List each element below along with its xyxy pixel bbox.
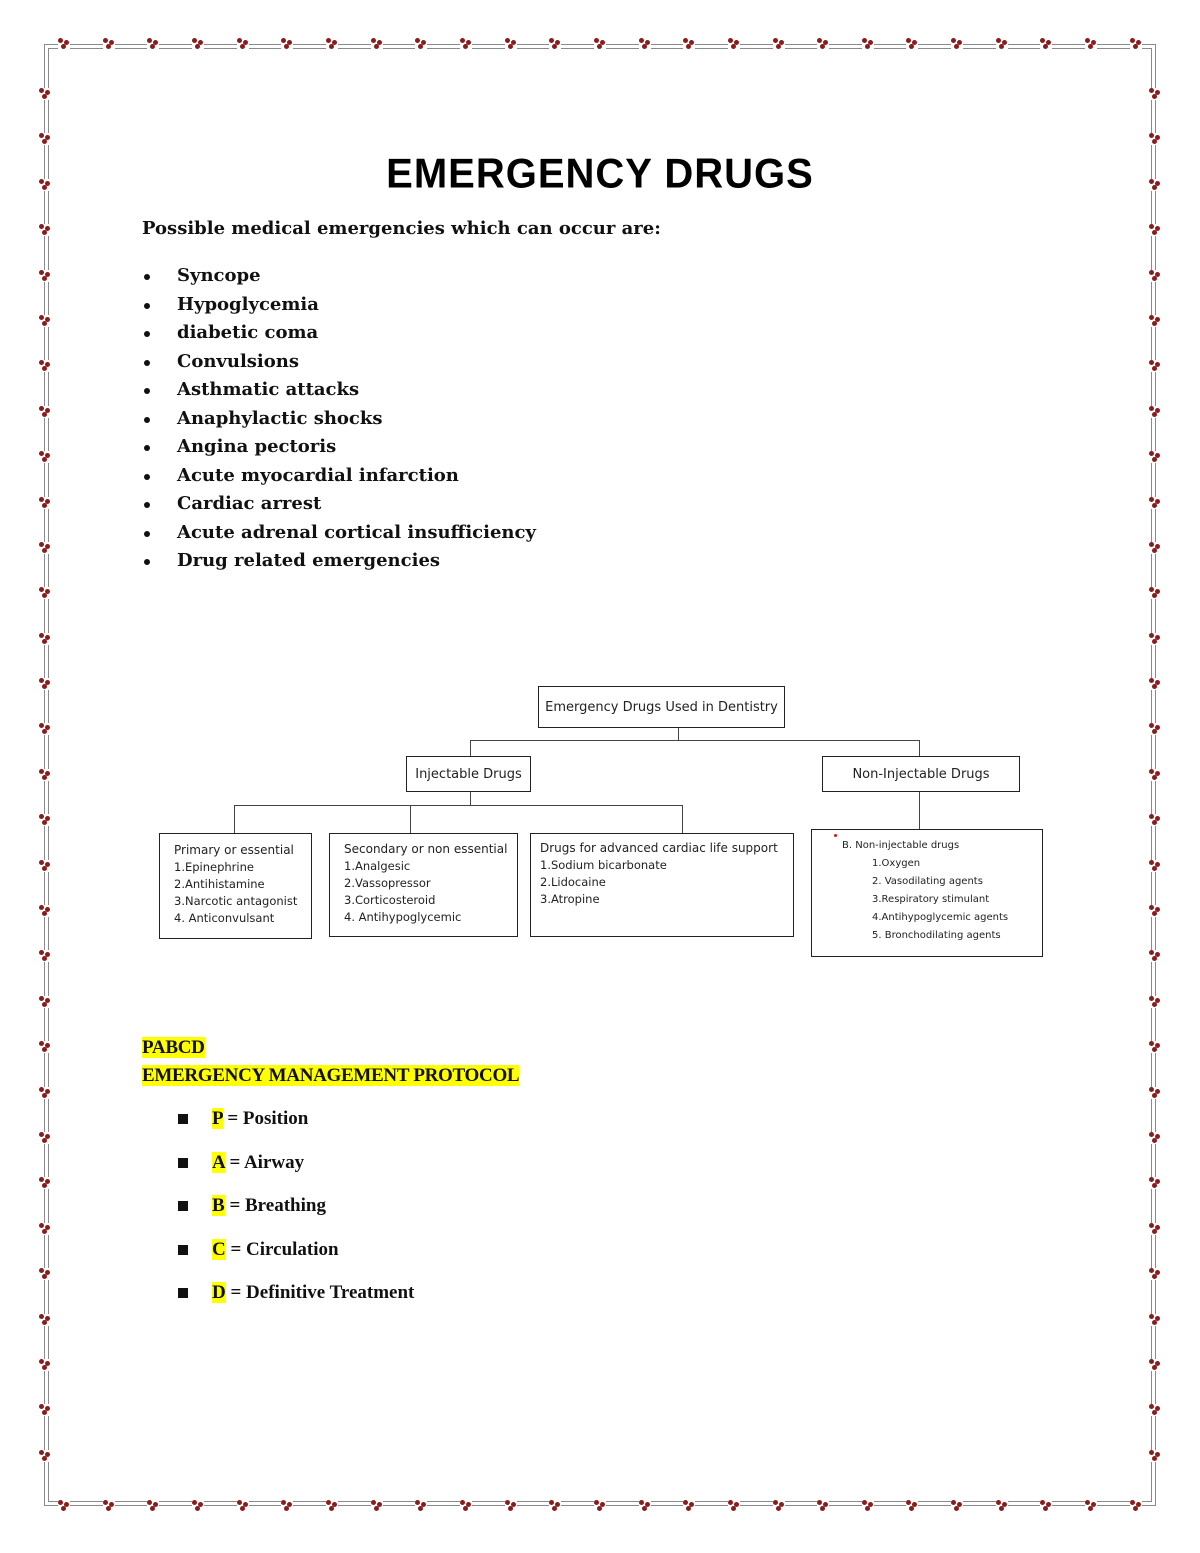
list-item: Syncope — [140, 262, 536, 291]
border-ornament — [415, 38, 427, 50]
list-item — [176, 1104, 414, 1148]
border-ornament — [147, 38, 159, 50]
border-ornament — [39, 723, 51, 735]
list-item: diabetic coma — [140, 319, 536, 348]
border-ornament — [39, 1132, 51, 1144]
border-ornament — [1149, 678, 1161, 690]
border-ornament — [1149, 1268, 1161, 1280]
border-ornament — [996, 1500, 1008, 1512]
border-ornament — [862, 38, 874, 50]
page-title: EMERGENCY DRUGS — [386, 150, 814, 198]
step-letter: A — [212, 1151, 225, 1173]
emergency-conditions-list — [140, 262, 536, 576]
list-item: Acute adrenal cortical insufficiency — [140, 519, 536, 548]
border-ornament — [1149, 497, 1161, 509]
box-line: 1.Sodium bicarbonate — [540, 858, 667, 872]
list-item: Drug related emergencies — [140, 547, 536, 576]
border-ornament — [39, 315, 51, 327]
border-ornament — [1149, 905, 1161, 917]
box-line: 3.Respiratory stimulant — [872, 894, 990, 905]
primary-drugs-box — [159, 833, 312, 939]
border-ornament — [326, 38, 338, 50]
border-ornament — [58, 1500, 70, 1512]
injectable-drugs-box: Injectable Drugs — [406, 756, 531, 792]
list-item: Asthmatic attacks — [140, 376, 536, 405]
border-ornament — [951, 38, 963, 50]
border-ornament — [1149, 88, 1161, 100]
border-ornament-right — [1149, 88, 1161, 1462]
box-line: 4. Anticonvulsant — [174, 911, 275, 925]
border-ornament — [1149, 996, 1161, 1008]
list-item: Angina pectoris — [140, 433, 536, 462]
border-ornament — [39, 451, 51, 463]
border-ornament-top — [58, 38, 1142, 50]
border-ornament — [39, 1177, 51, 1189]
box-header: Primary or essential — [174, 843, 294, 857]
list-item: Convulsions — [140, 348, 536, 377]
border-ornament — [1149, 769, 1161, 781]
border-ornament — [1149, 1132, 1161, 1144]
border-ornament — [683, 38, 695, 50]
border-ornament — [281, 38, 293, 50]
border-ornament — [192, 1500, 204, 1512]
border-ornament — [1149, 814, 1161, 826]
list-item — [176, 1278, 414, 1322]
border-ornament — [1085, 1500, 1097, 1512]
step-text: = Definitive Treatment — [225, 1282, 415, 1303]
border-ornament — [39, 1450, 51, 1462]
border-ornament — [460, 38, 472, 50]
border-ornament — [1130, 38, 1142, 50]
border-ornament — [39, 633, 51, 645]
secondary-drugs-box — [329, 833, 518, 937]
border-ornament — [39, 133, 51, 145]
box-line: 2. Vasodilating agents — [872, 876, 983, 887]
border-ornament — [39, 1314, 51, 1326]
border-ornament — [39, 270, 51, 282]
border-ornament — [1040, 1500, 1052, 1512]
list-item: Acute myocardial infarction — [140, 462, 536, 491]
border-ornament — [39, 1223, 51, 1235]
border-ornament — [996, 38, 1008, 50]
border-ornament — [1149, 1450, 1161, 1462]
step-text: = Breathing — [224, 1195, 326, 1216]
list-item: Hypoglycemia — [140, 291, 536, 320]
border-ornament — [58, 38, 70, 50]
step-letter: C — [212, 1238, 226, 1260]
border-ornament — [1149, 633, 1161, 645]
border-ornament — [505, 38, 517, 50]
border-ornament — [594, 1500, 606, 1512]
box-line: 3.Corticosteroid — [344, 893, 436, 907]
protocol-code-text: PABCD — [142, 1037, 205, 1058]
border-ornament — [1149, 315, 1161, 327]
border-ornament — [1149, 723, 1161, 735]
box-line: 1.Analgesic — [344, 859, 411, 873]
border-ornament — [281, 1500, 293, 1512]
border-ornament — [1149, 950, 1161, 962]
border-ornament — [460, 1500, 472, 1512]
border-ornament — [1040, 38, 1052, 50]
border-ornament — [1149, 1404, 1161, 1416]
border-ornament — [1149, 1041, 1161, 1053]
border-ornament — [1149, 224, 1161, 236]
border-ornament — [639, 1500, 651, 1512]
border-ornament — [1149, 451, 1161, 463]
border-ornament — [39, 769, 51, 781]
intro-text: Possible medical emergencies which can occur are: — [142, 218, 661, 239]
border-ornament-left — [39, 88, 51, 1462]
box-line: 1.Oxygen — [872, 858, 921, 869]
border-ornament — [1149, 587, 1161, 599]
border-ornament — [773, 1500, 785, 1512]
step-letter: B — [212, 1195, 225, 1216]
protocol-code — [142, 1037, 205, 1059]
box-line: 4.Antihypoglycemic agents — [872, 912, 1009, 923]
border-ornament — [39, 542, 51, 554]
border-ornament — [1149, 542, 1161, 554]
border-ornament — [594, 38, 606, 50]
border-ornament — [505, 1500, 517, 1512]
border-ornament — [683, 1500, 695, 1512]
border-ornament — [1149, 360, 1161, 372]
border-ornament — [371, 38, 383, 50]
box-header: Drugs for advanced cardiac life support — [540, 841, 778, 855]
step-text: = Circulation — [225, 1238, 339, 1260]
border-ornament — [103, 1500, 115, 1512]
box-header: B. Non-injectable drugs — [842, 840, 960, 851]
list-item: Anaphylactic shocks — [140, 405, 536, 434]
box-line: 2.Lidocaine — [540, 875, 606, 889]
border-ornament — [1149, 406, 1161, 418]
list-item — [176, 1235, 414, 1279]
border-ornament — [39, 860, 51, 872]
border-ornament — [39, 497, 51, 509]
protocol-steps-list — [176, 1104, 414, 1322]
list-item — [176, 1191, 414, 1235]
border-ornament — [951, 1500, 963, 1512]
border-ornament — [147, 1500, 159, 1512]
box-line: 3.Narcotic antagonist — [174, 894, 298, 908]
protocol-title-text: EMERGENCY MANAGEMENT PROTOCOL — [142, 1065, 520, 1086]
border-ornament — [39, 1041, 51, 1053]
border-ornament — [906, 1500, 918, 1512]
border-ornament — [237, 38, 249, 50]
border-ornament-bottom — [58, 1500, 1142, 1512]
border-ornament — [773, 38, 785, 50]
border-ornament — [1149, 1223, 1161, 1235]
list-item — [176, 1148, 414, 1192]
border-ornament — [549, 1500, 561, 1512]
border-ornament — [39, 360, 51, 372]
border-ornament — [1149, 1087, 1161, 1099]
non-injectable-drugs-box: Non-Injectable Drugs — [822, 756, 1020, 792]
border-ornament — [1149, 1177, 1161, 1189]
border-ornament — [1149, 1314, 1161, 1326]
border-ornament — [549, 38, 561, 50]
border-ornament — [728, 1500, 740, 1512]
border-ornament — [862, 1500, 874, 1512]
border-ornament — [192, 38, 204, 50]
border-ornament — [237, 1500, 249, 1512]
step-text: = Airway — [224, 1151, 305, 1173]
border-ornament — [103, 38, 115, 50]
acls-drugs-box — [530, 833, 794, 937]
border-ornament — [39, 678, 51, 690]
step-letter: D — [212, 1282, 226, 1303]
border-ornament — [728, 38, 740, 50]
step-letter: P — [212, 1108, 223, 1129]
border-ornament — [39, 1268, 51, 1280]
border-ornament — [39, 814, 51, 826]
box-line: 4. Antihypoglycemic — [344, 910, 462, 924]
border-ornament — [39, 996, 51, 1008]
border-ornament — [39, 587, 51, 599]
border-ornament — [1149, 270, 1161, 282]
box-line: 1.Epinephrine — [174, 860, 254, 874]
border-ornament — [39, 905, 51, 917]
box-line: 2.Antihistamine — [174, 877, 265, 891]
border-ornament — [39, 406, 51, 418]
border-ornament — [906, 38, 918, 50]
border-ornament — [817, 38, 829, 50]
border-ornament — [1130, 1500, 1142, 1512]
border-ornament — [415, 1500, 427, 1512]
diagram-root-box: Emergency Drugs Used in Dentistry — [538, 686, 785, 728]
non-injectable-list-box — [811, 829, 1043, 957]
list-item: Cardiac arrest — [140, 490, 536, 519]
border-ornament — [39, 950, 51, 962]
box-header: Secondary or non essential — [344, 842, 508, 856]
box-line: 3.Atropine — [540, 892, 600, 906]
border-ornament — [1149, 1359, 1161, 1371]
border-ornament — [39, 88, 51, 100]
border-ornament — [39, 1404, 51, 1416]
border-ornament — [371, 1500, 383, 1512]
border-ornament — [1085, 38, 1097, 50]
border-ornament — [1149, 133, 1161, 145]
box-line: 5. Bronchodilating agents — [872, 930, 1001, 941]
border-ornament — [1149, 860, 1161, 872]
border-ornament — [39, 1087, 51, 1099]
step-text: = Position — [222, 1108, 309, 1129]
border-ornament — [817, 1500, 829, 1512]
red-marker — [834, 834, 837, 837]
border-ornament — [326, 1500, 338, 1512]
protocol-title — [142, 1065, 519, 1087]
border-ornament — [639, 38, 651, 50]
box-line: 2.Vassopressor — [344, 876, 431, 890]
border-ornament — [39, 1359, 51, 1371]
border-ornament — [39, 224, 51, 236]
